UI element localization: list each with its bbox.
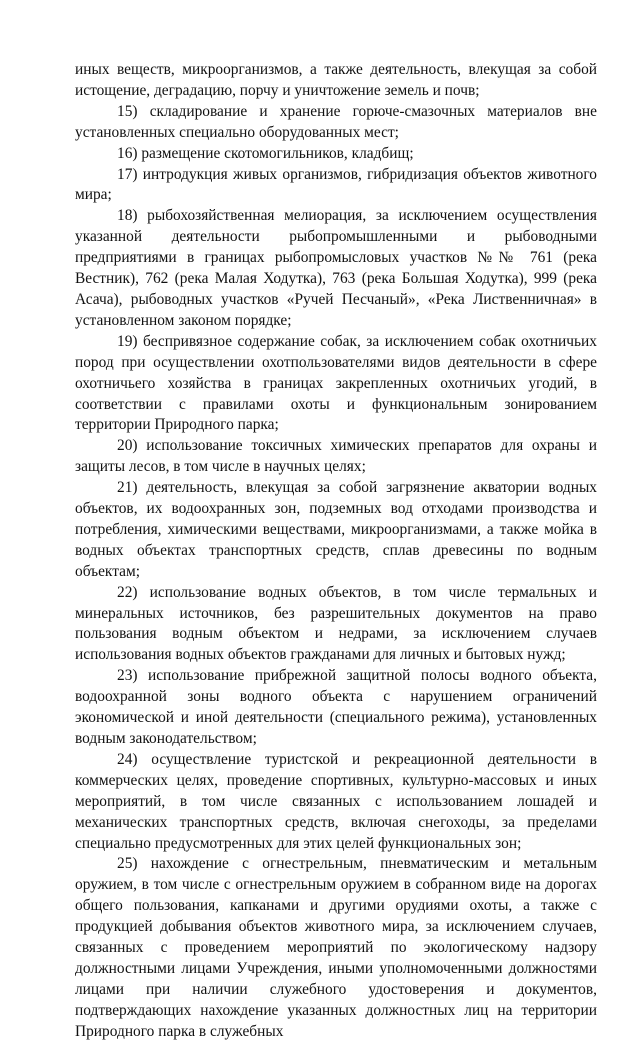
document-body: [75, 60, 597, 1043]
paragraph-item-25: 25) нахождение с огнестрельным, пневматическим и метальным оружием, в том числе с огнестрельным оружием в собранном виде на дорогах общего пользования, капканами и другими орудиями охоты, а также с продукцией добывания объектов животного мира, за исключением случаев, связанных с проведением мероприятий по экологическому надзору должностными лицами Учреждения, иными уполномоченными должностями лицами при наличии служебного удостоверения и документов, подтверждающих нахождение указанных должностных лиц на территории Природного парка в служебных: [75, 855, 597, 1040]
paragraph-item-16: 16) размещение скотомогильников, кладбищ;: [117, 144, 414, 162]
paragraph-item-15: 15) складирование и хранение горюче-смазочных материалов вне установленных специально оборудованных мест;: [75, 102, 597, 141]
paragraph-item-21: 21) деятельность, влекущая за собой загрязнение акватории водных объектов, их водоохранных зон, подземных вод отходами производства и потребления, химическими веществами, микроорганизмами, а также мойка в водных объектах транспортных средств, сплав древесины по водным объектам;: [75, 479, 597, 580]
paragraph-item-22: 22) использование водных объектов, в том числе термальных и минеральных источников, без разрешительных документов на право пользования водным объектом и недрами, за исключением случаев использования водных объектов гражданами для личных и бытовых нужд;: [75, 583, 597, 664]
paragraph-continuation: иных веществ, микроорганизмов, а также деятельность, влекущая за собой истощение, деградацию, порчу и уничтожение земель и почв;: [75, 61, 597, 99]
paragraph-item-18: 18) рыбохозяйственная мелиорация, за исключением осуществления указанной деятельности рыбопромышленными и рыбоводными предприятиями в границах рыбопромысловых участков №№ 761 (река Вестник), 762 (река Малая Ходутка), 763 (река Большая Ходутка), 999 (река Асача), рыбоводных участков «Ручей Песчаный», «Река Лиственничная» в установленном законом порядке;: [75, 207, 597, 329]
paragraph-item-19: 19) беспривязное содержание собак, за исключением собак охотничьих пород при осуществлении охотпользователями видов деятельности в сфере охотничьего хозяйства в границах закрепленных охотничьих угодий, в соответствии с правилами охоты и функциональным зонированием территории Природного парка;: [75, 332, 597, 434]
paragraph-item-20: 20) использование токсичных химических препаратов для охраны и защиты лесов, в том числе в научных целях;: [75, 437, 597, 476]
paragraph-item-17: 17) интродукция живых организмов, гибридизация объектов животного мира;: [75, 165, 597, 204]
paragraph-item-23: 23) использование прибрежной защитной полосы водного объекта, водоохранной зоны водного объекта с нарушением ограничений экономической и иной деятельности (специального режима), установленных водным законодательством;: [75, 667, 597, 747]
paragraph-item-24: 24) осуществление туристской и рекреационной деятельности в коммерческих целях, проведение спортивных, культурно-массовых и иных мероприятий, в том числе связанных с использованием лошадей и механических транспортных средств, включая снегоходы, за пределами специально предусмотренных для этих целей функциональных зон;: [75, 750, 597, 852]
